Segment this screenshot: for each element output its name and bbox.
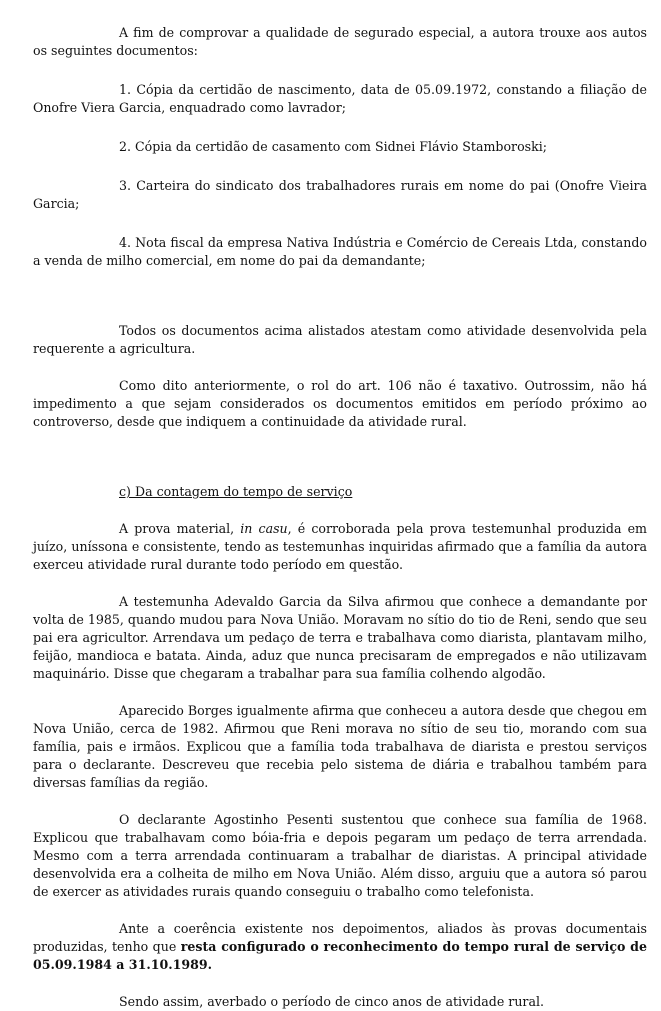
document-item-3: 3. Carteira do sindicato dos trabalhadores rurais em nome do pai (Onofre Vieira Garcia; [33,178,647,211]
in-casu-emphasis: in casu [240,521,288,536]
document-item-1: 1. Cópia da certidão de nascimento, data de 05.09.1972, constando a filiação de Onofre Viera Garcia, enquadrado como lavrador; [33,82,647,115]
documents-conclusion-paragraph: Todos os documentos acima alistados atestam como atividade desenvolvida pela requerente a agricultura. [33,323,647,356]
witness-agostinho-paragraph: O declarante Agostinho Pesenti sustentou que conhece sua família de 1968. Explicou que trabalhavam como bóia-fria e depois pegaram um pedaço de terra arrendada. Mesmo com a terra arrendada continuaram a trabalhar de diaristas. A principal atividade desenvolvida era a colheita de milho em Nova União. Além disso, arguiu que a autora só parou de exercer as atividades rurais quando conseguiu o trabalho como telefonista. [33,812,647,899]
section-heading: c) Da contagem do tempo de serviço [119,484,353,499]
intro-paragraph: A fim de comprovar a qualidade de segurado especial, a autora trouxe aos autos os seguintes documentos: [33,25,647,58]
conclusion-paragraph [33,920,647,974]
material-proof-paragraph [33,520,647,574]
rol-paragraph: Como dito anteriormente, o rol do art. 106 não é taxativo. Outrossim, não há impedimento a que sejam considerados os documentos emitidos em período próximo ao controverso, desde que indiquem a continuidade da atividade rural. [33,378,647,429]
witness-adevaldo-paragraph: A testemunha Adevaldo Garcia da Silva afirmou que conhece a demandante por volta de 1985, quando mudou para Nova União. Moravam no sítio do tio de Reni, sendo que seu pai era agricultor. Arrendava um pedaço de terra e trabalhava como diarista, plantavam milho, feijão, mandioca e batata. Ainda, aduz que nunca precisaram de empregados e não utilizavam maquinário. Disse que chegaram a trabalhar para sua família colhendo algodão. [33,594,647,681]
witness-aparecido-paragraph: Aparecido Borges igualmente afirma que conheceu a autora desde que chegou em Nova União, cerca de 1982. Afirmou que Reni morava no sítio de seu tio, morando com sua família, pais e irmãos. Explicou que a família toda trabalhava de diarista e prestou serviços para o declarante. Descreveu que recebia pelo sistema de diária e trabalhou também para diversas famílias da região. [33,703,647,790]
material-proof-text-a: A prova material, [119,521,241,536]
conclusion-text: Ante a coerência existente nos depoimentos, aliados às provas documentais produzidas, tenho que [33,921,647,954]
final-paragraph: Sendo assim, averbado o período de cinco anos de atividade rural. [119,994,544,1009]
document-item-2: 2. Cópia da certidão de casamento com Sidnei Flávio Stamboroski; [119,139,548,154]
document-item-4: 4. Nota fiscal da empresa Nativa Indústria e Comércio de Cereais Ltda, constando a venda de milho comercial, em nome do pai da demandante; [33,235,647,268]
material-proof-text-b: , é corroborada pela prova testemunhal produzida em juízo, uníssona e consistente, tendo as testemunhas inquiridas afirmado que a família da autora exerceu atividade rural durante todo período em questão. [33,521,647,572]
conclusion-bold-text: resta configurado o reconhecimento do tempo rural de serviço de 05.09.1984 a 31.10.1989. [33,939,647,972]
